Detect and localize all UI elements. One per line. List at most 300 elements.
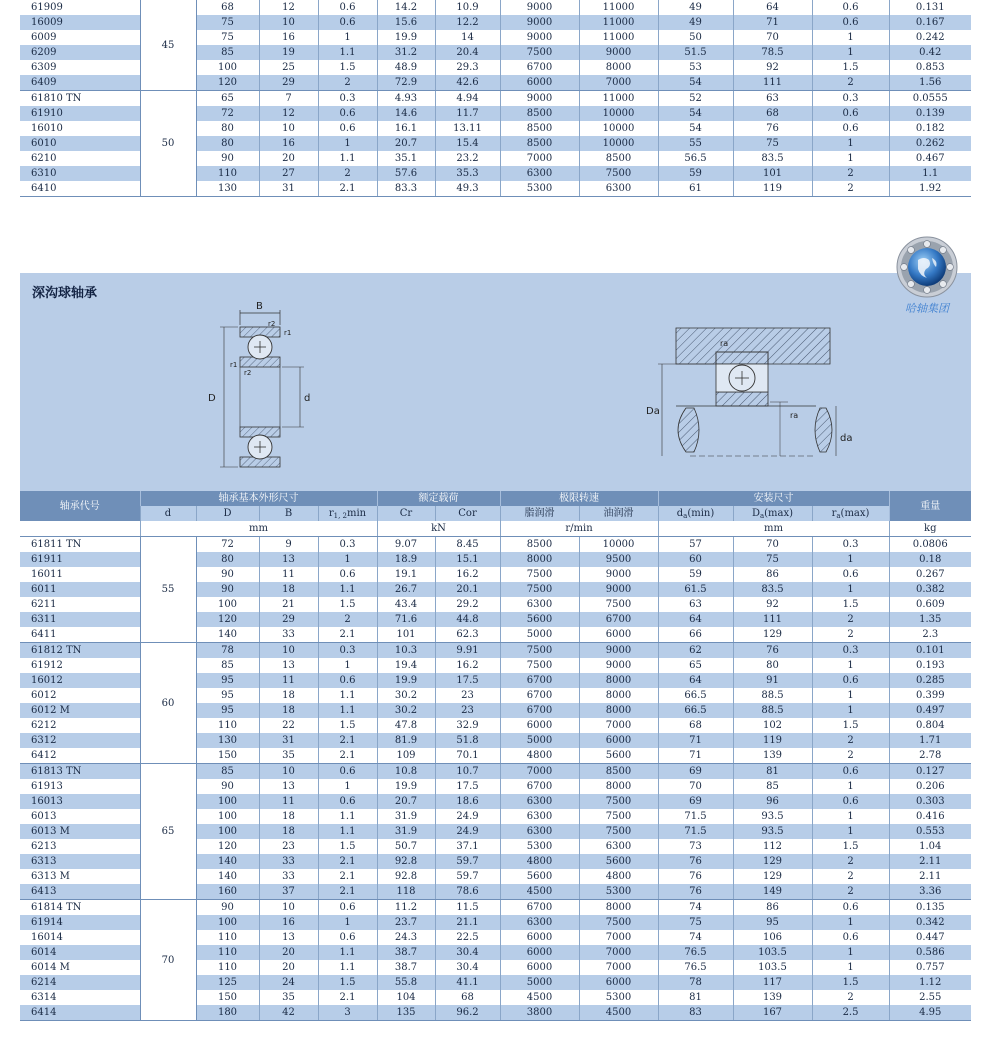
main-table-body — [20, 537, 971, 1021]
table-cell: 95 — [196, 703, 259, 718]
table-cell: 9000 — [500, 15, 579, 30]
table-cell: 9000 — [579, 582, 658, 597]
table-cell: 19.9 — [377, 673, 435, 688]
table-cell: 2.5 — [812, 1005, 889, 1021]
table-cell: 6300 — [500, 794, 579, 809]
table-cell: 4800 — [500, 748, 579, 764]
table-cell: 5300 — [579, 884, 658, 900]
table-cell: 90 — [196, 779, 259, 794]
bearing-code-cell: 6412 — [20, 748, 140, 764]
label-ra-right: ra — [790, 411, 799, 420]
table-cell: 1 — [812, 703, 889, 718]
table-cell: 2 — [318, 612, 377, 627]
table-cell: 0.757 — [889, 960, 971, 975]
table-cell: 80 — [733, 658, 812, 673]
table-cell: 1.04 — [889, 839, 971, 854]
table-cell: 1 — [812, 30, 889, 45]
table-cell: 10.8 — [377, 764, 435, 780]
header-group-install: 安装尺寸 — [658, 491, 889, 506]
table-cell: 71 — [658, 733, 733, 748]
table-cell: 1.92 — [889, 181, 971, 197]
label-b: B — [256, 301, 263, 312]
table-cell: 83 — [658, 1005, 733, 1021]
table-cell: 111 — [733, 75, 812, 91]
table-cell: 7500 — [500, 643, 579, 659]
table-cell: 0.6 — [318, 794, 377, 809]
table-cell: 23 — [435, 703, 500, 718]
table-cell: 95 — [196, 688, 259, 703]
header-sub-da-sub: a — [683, 512, 688, 520]
table-cell: 54 — [658, 121, 733, 136]
table-cell: 100 — [196, 60, 259, 75]
table-cell: 55.8 — [377, 975, 435, 990]
table-cell: 8500 — [500, 106, 579, 121]
bearing-code-cell: 6010 — [20, 136, 140, 151]
table-cell: 35.1 — [377, 151, 435, 166]
table-cell: 1.1 — [318, 824, 377, 839]
table-cell: 6300 — [579, 839, 658, 854]
table-cell: 83.5 — [733, 151, 812, 166]
table-cell: 1.71 — [889, 733, 971, 748]
table-cell: 59.7 — [435, 869, 500, 884]
label-d-inner: d — [304, 393, 311, 404]
table-cell: 68 — [733, 106, 812, 121]
table-cell: 62.3 — [435, 627, 500, 643]
bore-diameter-cell: 45 — [140, 0, 196, 91]
table-cell: 15.6 — [377, 15, 435, 30]
table-cell: 35 — [259, 748, 318, 764]
table-cell: 68 — [435, 990, 500, 1005]
table-cell: 20.7 — [377, 136, 435, 151]
table-cell: 11000 — [579, 30, 658, 45]
bearing-code-cell: 16014 — [20, 930, 140, 945]
table-cell: 1.5 — [812, 718, 889, 733]
table-cell: 10 — [259, 15, 318, 30]
table-cell: 19.9 — [377, 779, 435, 794]
table-cell: 95 — [733, 915, 812, 930]
bearing-code-cell: 61810 TN — [20, 91, 140, 107]
table-cell: 10.3 — [377, 643, 435, 659]
table-cell: 2.1 — [318, 990, 377, 1005]
table-cell: 8000 — [579, 60, 658, 75]
table-cell: 11 — [259, 673, 318, 688]
table-cell: 48.9 — [377, 60, 435, 75]
table-cell: 2 — [318, 166, 377, 181]
table-cell: 64 — [658, 612, 733, 627]
table-cell: 19.1 — [377, 567, 435, 582]
table-cell: 160 — [196, 884, 259, 900]
table-cell: 92.8 — [377, 869, 435, 884]
header-unit-kn: kN — [377, 521, 500, 537]
table-cell: 0.167 — [889, 15, 971, 30]
table-cell: 4800 — [500, 854, 579, 869]
table-cell: 54 — [658, 106, 733, 121]
table-cell: 18 — [259, 582, 318, 597]
table-cell: 5000 — [500, 627, 579, 643]
table-cell: 2.1 — [318, 854, 377, 869]
table-cell: 140 — [196, 854, 259, 869]
table-cell: 7000 — [500, 151, 579, 166]
table-cell: 13.11 — [435, 121, 500, 136]
table-cell: 6700 — [500, 703, 579, 718]
diagram-panel — [20, 273, 971, 491]
table-cell: 9000 — [500, 91, 579, 107]
header-group-dims: 轴承基本外形尺寸 — [140, 491, 377, 506]
table-cell: 0.42 — [889, 45, 971, 60]
bearing-cross-section-diagram — [200, 295, 320, 475]
table-cell: 9000 — [579, 567, 658, 582]
table-cell: 1.5 — [318, 718, 377, 733]
table-cell: 30.4 — [435, 945, 500, 960]
table-cell: 0.3 — [318, 537, 377, 553]
table-cell: 6300 — [500, 166, 579, 181]
table-cell: 59 — [658, 567, 733, 582]
table-cell: 140 — [196, 627, 259, 643]
header-group-speed: 极限转速 — [500, 491, 658, 506]
header-sub-da-main: d — [676, 508, 684, 519]
globe-bearing-icon — [896, 236, 958, 298]
table-cell: 13 — [259, 779, 318, 794]
header-sub-da-suffix: (min) — [687, 508, 715, 519]
table-cell: 0.6 — [318, 567, 377, 582]
table-cell: 6300 — [579, 181, 658, 197]
bore-diameter-cell: 60 — [140, 643, 196, 764]
table-cell: 6000 — [500, 930, 579, 945]
header-sub-Da-suffix: (max) — [764, 508, 794, 519]
table-cell: 90 — [196, 151, 259, 166]
table-cell: 7 — [259, 91, 318, 107]
table-cell: 19 — [259, 45, 318, 60]
table-cell: 29 — [259, 612, 318, 627]
table-cell: 31 — [259, 181, 318, 197]
table-cell: 72.9 — [377, 75, 435, 91]
bearing-code-cell: 6009 — [20, 30, 140, 45]
table-cell: 1 — [812, 824, 889, 839]
table-cell: 129 — [733, 854, 812, 869]
table-cell: 0.6 — [318, 930, 377, 945]
table-cell: 51.8 — [435, 733, 500, 748]
table-cell: 3 — [318, 1005, 377, 1021]
table-cell: 15.1 — [435, 552, 500, 567]
table-cell: 8000 — [579, 779, 658, 794]
table-cell: 0.6 — [318, 0, 377, 15]
table-cell: 17.5 — [435, 673, 500, 688]
table-cell: 0.6 — [812, 121, 889, 136]
table-cell: 29.3 — [435, 60, 500, 75]
table-row — [20, 91, 971, 107]
table-cell: 110 — [196, 930, 259, 945]
header-unit-rmin: r/min — [500, 521, 658, 537]
table-cell: 8000 — [579, 900, 658, 916]
table-cell: 103.5 — [733, 960, 812, 975]
table-cell: 0.135 — [889, 900, 971, 916]
table-cell: 6000 — [500, 75, 579, 91]
header-sub-cr: Cr — [377, 506, 435, 521]
bearing-code-cell: 61910 — [20, 106, 140, 121]
table-cell: 0.242 — [889, 30, 971, 45]
table-cell: 139 — [733, 990, 812, 1005]
table-cell: 1.5 — [318, 839, 377, 854]
table-cell: 129 — [733, 627, 812, 643]
bearing-code-cell: 6212 — [20, 718, 140, 733]
table-cell: 2.1 — [318, 627, 377, 643]
table-cell: 90 — [196, 900, 259, 916]
header-sub-oil: 油润滑 — [579, 506, 658, 521]
table-cell: 1.1 — [318, 688, 377, 703]
table-cell: 51.5 — [658, 45, 733, 60]
bearing-code-cell: 6414 — [20, 1005, 140, 1021]
table-cell: 78.5 — [733, 45, 812, 60]
table-cell: 75 — [658, 915, 733, 930]
table-cell: 9500 — [579, 552, 658, 567]
table-cell: 7500 — [500, 45, 579, 60]
table-cell: 76 — [733, 121, 812, 136]
table-cell: 14.2 — [377, 0, 435, 15]
table-cell: 6700 — [500, 779, 579, 794]
table-cell: 0.303 — [889, 794, 971, 809]
table-cell: 150 — [196, 990, 259, 1005]
table-cell: 119 — [733, 733, 812, 748]
table-cell: 2.1 — [318, 884, 377, 900]
table-cell: 2 — [812, 990, 889, 1005]
table-cell: 18 — [259, 688, 318, 703]
table-cell: 0.6 — [812, 764, 889, 780]
table-cell: 7500 — [579, 809, 658, 824]
top-bearing-table — [20, 0, 971, 197]
table-cell: 75 — [733, 136, 812, 151]
table-cell: 0.382 — [889, 582, 971, 597]
table-cell: 15.4 — [435, 136, 500, 151]
table-cell: 50 — [658, 30, 733, 45]
table-cell: 90 — [196, 567, 259, 582]
table-cell: 110 — [196, 166, 259, 181]
table-cell: 7000 — [579, 718, 658, 733]
table-cell: 0.6 — [318, 900, 377, 916]
table-cell: 66.5 — [658, 703, 733, 718]
table-cell: 60 — [658, 552, 733, 567]
header-sub-r-main: r — [328, 508, 334, 519]
table-cell: 5600 — [579, 854, 658, 869]
table-cell: 38.7 — [377, 945, 435, 960]
table-cell: 57.6 — [377, 166, 435, 181]
table-cell: 125 — [196, 975, 259, 990]
label-d-outer: D — [208, 393, 216, 404]
table-cell: 120 — [196, 839, 259, 854]
table-cell: 2.11 — [889, 869, 971, 884]
table-cell: 0.467 — [889, 151, 971, 166]
table-cell: 7000 — [579, 930, 658, 945]
table-cell: 6300 — [500, 597, 579, 612]
table-cell: 6700 — [500, 60, 579, 75]
table-cell: 64 — [733, 0, 812, 15]
table-cell: 4.95 — [889, 1005, 971, 1021]
table-cell: 74 — [658, 900, 733, 916]
table-cell: 9000 — [579, 658, 658, 673]
table-cell: 37 — [259, 884, 318, 900]
table-cell: 1 — [812, 779, 889, 794]
table-cell: 8000 — [579, 703, 658, 718]
table-cell: 0.285 — [889, 673, 971, 688]
table-cell: 31.2 — [377, 45, 435, 60]
bore-diameter-cell: 55 — [140, 537, 196, 643]
table-cell: 1.1 — [318, 809, 377, 824]
table-cell: 24.9 — [435, 824, 500, 839]
table-cell: 47.8 — [377, 718, 435, 733]
table-cell: 23 — [259, 839, 318, 854]
table-cell: 22.5 — [435, 930, 500, 945]
table-row — [20, 0, 971, 15]
table-cell: 1.1 — [318, 960, 377, 975]
table-cell: 92 — [733, 60, 812, 75]
table-cell: 0.3 — [812, 91, 889, 107]
table-cell: 2 — [812, 181, 889, 197]
table-cell: 0.447 — [889, 930, 971, 945]
table-cell: 66 — [658, 627, 733, 643]
table-cell: 72 — [196, 537, 259, 553]
table-cell: 119 — [733, 181, 812, 197]
table-cell: 70 — [733, 30, 812, 45]
header-sub-Da-sub: a — [759, 512, 765, 520]
table-cell: 68 — [658, 718, 733, 733]
table-cell: 6300 — [500, 809, 579, 824]
table-cell: 63 — [658, 597, 733, 612]
table-cell: 140 — [196, 869, 259, 884]
bearing-code-cell: 6213 — [20, 839, 140, 854]
table-cell: 100 — [196, 597, 259, 612]
table-cell: 65 — [196, 91, 259, 107]
table-cell: 118 — [377, 884, 435, 900]
table-cell: 0.131 — [889, 0, 971, 15]
table-cell: 3.36 — [889, 884, 971, 900]
table-cell: 20.7 — [377, 794, 435, 809]
table-cell: 7500 — [500, 582, 579, 597]
bearing-code-cell: 6211 — [20, 597, 140, 612]
table-cell: 2 — [812, 869, 889, 884]
header-sub-r — [318, 506, 377, 521]
table-cell: 6000 — [579, 627, 658, 643]
table-cell: 1.5 — [812, 60, 889, 75]
bearing-code-cell: 61812 TN — [20, 643, 140, 659]
header-unit-mm: mm — [140, 521, 377, 537]
table-cell: 11.5 — [435, 900, 500, 916]
header-sub-ra — [812, 506, 889, 521]
table-cell: 92 — [733, 597, 812, 612]
table-cell: 135 — [377, 1005, 435, 1021]
table-cell: 180 — [196, 1005, 259, 1021]
table-cell: 30.2 — [377, 703, 435, 718]
table-cell: 76 — [733, 643, 812, 659]
table-cell: 1.5 — [318, 975, 377, 990]
table-cell: 27 — [259, 166, 318, 181]
table-cell: 4.94 — [435, 91, 500, 107]
table-cell: 104 — [377, 990, 435, 1005]
table-cell: 69 — [658, 764, 733, 780]
table-cell: 61.5 — [658, 582, 733, 597]
table-cell: 7500 — [579, 794, 658, 809]
table-cell: 1 — [318, 779, 377, 794]
table-cell: 8.45 — [435, 537, 500, 553]
table-cell: 38.7 — [377, 960, 435, 975]
table-cell: 16 — [259, 30, 318, 45]
bore-diameter-cell: 50 — [140, 91, 196, 197]
table-cell: 130 — [196, 181, 259, 197]
table-cell: 7500 — [579, 166, 658, 181]
table-cell: 0.416 — [889, 809, 971, 824]
table-cell: 0.267 — [889, 567, 971, 582]
table-cell: 69 — [658, 794, 733, 809]
table-cell: 0.399 — [889, 688, 971, 703]
table-cell: 0.6 — [812, 106, 889, 121]
table-cell: 1.56 — [889, 75, 971, 91]
table-cell: 1.35 — [889, 612, 971, 627]
table-cell: 5300 — [500, 181, 579, 197]
table-cell: 2 — [812, 733, 889, 748]
table-cell: 88.5 — [733, 703, 812, 718]
bearing-code-cell: 16009 — [20, 15, 140, 30]
table-cell: 0.6 — [318, 106, 377, 121]
table-cell: 1.5 — [812, 839, 889, 854]
table-cell: 81 — [733, 764, 812, 780]
table-cell: 71 — [733, 15, 812, 30]
table-cell: 18 — [259, 824, 318, 839]
table-cell: 49 — [658, 0, 733, 15]
table-cell: 13 — [259, 658, 318, 673]
table-cell: 31 — [259, 733, 318, 748]
table-cell: 24 — [259, 975, 318, 990]
table-cell: 18 — [259, 703, 318, 718]
table-cell: 13 — [259, 552, 318, 567]
table-cell: 2 — [812, 884, 889, 900]
table-cell: 12 — [259, 106, 318, 121]
table-cell: 18.9 — [377, 552, 435, 567]
table-cell: 0.6 — [318, 121, 377, 136]
table-cell: 0.609 — [889, 597, 971, 612]
table-cell: 2.1 — [318, 181, 377, 197]
table-cell: 37.1 — [435, 839, 500, 854]
table-cell: 8000 — [500, 552, 579, 567]
table-cell: 1.1 — [318, 151, 377, 166]
table-cell: 63 — [733, 91, 812, 107]
table-cell: 49.3 — [435, 181, 500, 197]
header-sub-Da-main: D — [751, 508, 760, 519]
table-cell: 31.9 — [377, 809, 435, 824]
table-cell: 1.1 — [889, 166, 971, 181]
table-cell: 100 — [196, 824, 259, 839]
table-cell: 11 — [259, 794, 318, 809]
table-cell: 7500 — [500, 567, 579, 582]
table-cell: 2 — [812, 748, 889, 764]
table-cell: 109 — [377, 748, 435, 764]
table-cell: 5600 — [500, 612, 579, 627]
table-cell: 64 — [658, 673, 733, 688]
table-cell: 102 — [733, 718, 812, 733]
table-cell: 9.07 — [377, 537, 435, 553]
table-cell: 73 — [658, 839, 733, 854]
bearing-code-cell: 61813 TN — [20, 764, 140, 780]
table-cell: 41.1 — [435, 975, 500, 990]
table-cell: 5600 — [579, 748, 658, 764]
bearing-code-cell: 6312 — [20, 733, 140, 748]
table-cell: 1 — [812, 658, 889, 673]
table-cell: 1.5 — [318, 60, 377, 75]
table-cell: 76 — [658, 884, 733, 900]
table-cell: 1.1 — [318, 703, 377, 718]
table-cell: 8500 — [579, 151, 658, 166]
table-cell: 117 — [733, 975, 812, 990]
table-cell: 130 — [196, 733, 259, 748]
table-cell: 53 — [658, 60, 733, 75]
table-cell: 75 — [733, 552, 812, 567]
